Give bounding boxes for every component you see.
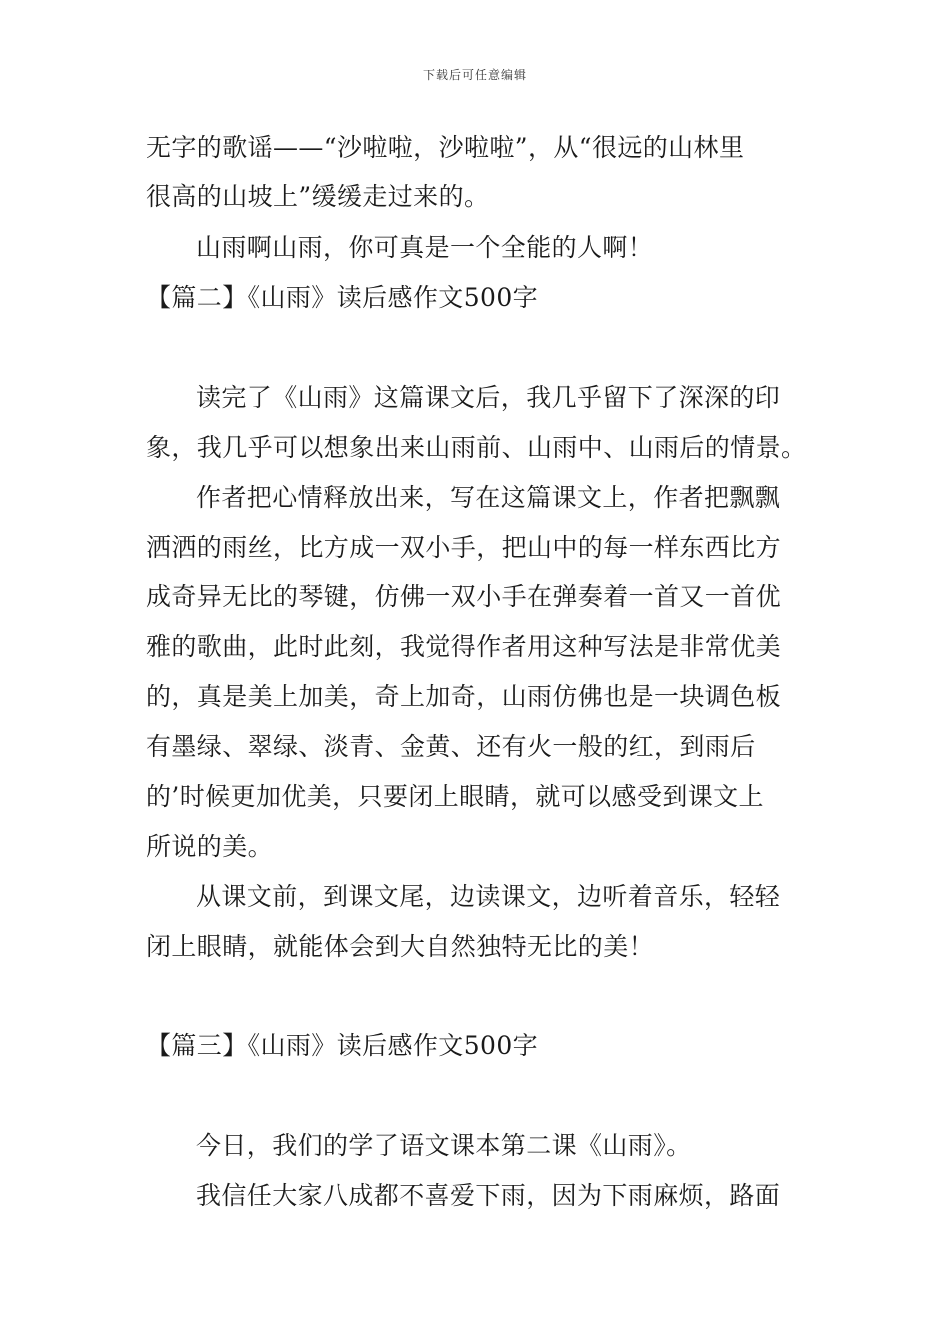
text-line: 的’时候更加优美，只要闭上眼睛，就可以感受到课文上 — [146, 782, 764, 811]
text-line: 闭上眼睛，就能体会到大自然独特无比的美！ — [146, 932, 655, 961]
paragraph-line: 作者把心情释放出来，写在这篇课文上，作者把飘飘 — [196, 483, 781, 512]
section-heading-2: 【篇二】《山雨》读后感作文500字 — [146, 283, 539, 312]
paragraph-line: 从课文前，到课文尾，边读课文，边听着音乐，轻轻 — [196, 882, 781, 911]
header-note: 下载后可任意编辑 — [422, 68, 527, 82]
text-line: 雅的歌曲，此时此刻，我觉得作者用这种写法是非常优美 — [146, 632, 782, 661]
text-line: 成奇异无比的琴键，仿佛一双小手在弹奏着一首又一首优 — [146, 582, 782, 611]
paragraph-line: 我信任大家八成都不喜爱下雨，因为下雨麻烦，路面 — [196, 1181, 781, 1210]
paragraph-line: 山雨啊山雨，你可真是一个全能的人啊！ — [196, 233, 654, 262]
text-line: 象，我几乎可以想象出来山雨前、山雨中、山雨后的情景。 — [146, 433, 807, 462]
section-heading-3: 【篇三】《山雨》读后感作文500字 — [146, 1031, 539, 1060]
text-line: 无字的歌谣——“沙啦啦，沙啦啦”，从“很远的山林里 — [146, 133, 745, 162]
paragraph-line: 今日，我们的学了语文课本第二课《山雨》。 — [196, 1131, 692, 1160]
text-line: 的，真是美上加美，奇上加奇，山雨仿佛也是一块调色板 — [146, 682, 782, 711]
text-line: 所说的美。 — [146, 832, 274, 861]
text-line: 有墨绿、翠绿、淡青、金黄、还有火一般的红，到雨后 — [146, 732, 756, 761]
text-line: 很高的山坡上”缓缓走过来的。 — [146, 182, 490, 211]
text-line: 洒洒的雨丝，比方成一双小手，把山中的每一样东西比方 — [146, 533, 782, 562]
paragraph-line: 读完了《山雨》这篇课文后，我几乎留下了深深的印 — [196, 383, 781, 412]
